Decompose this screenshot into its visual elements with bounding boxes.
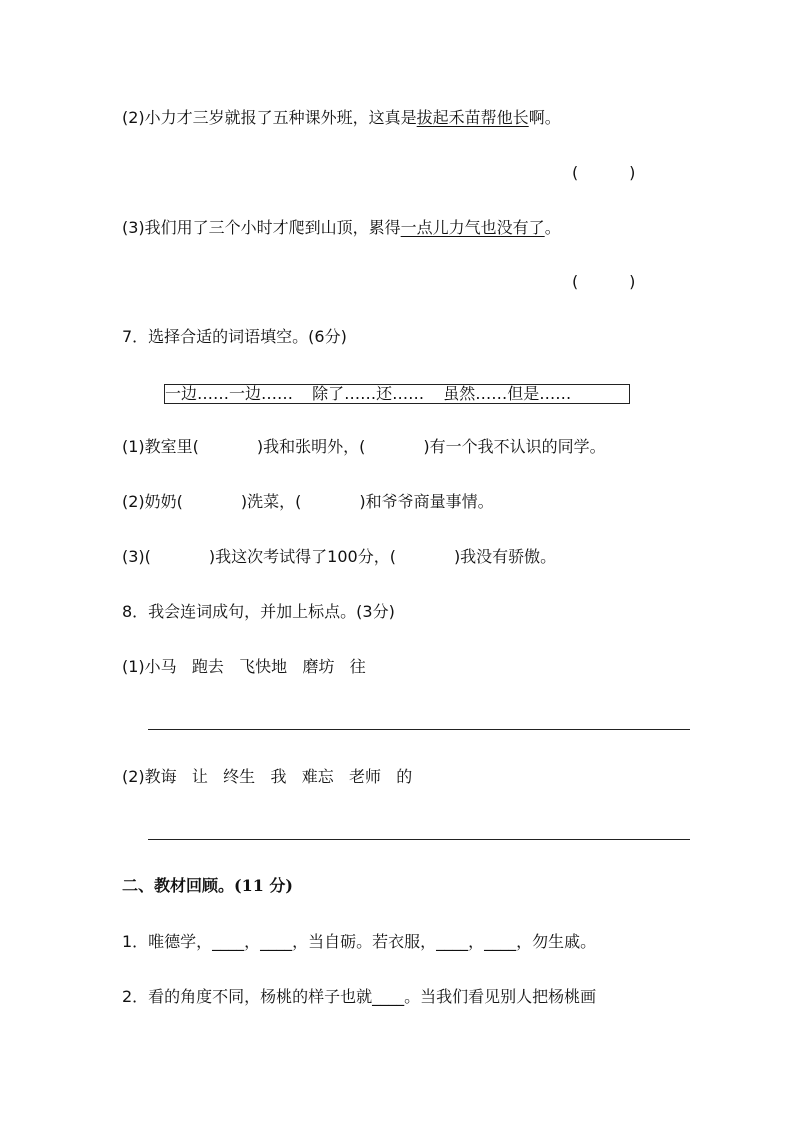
q8-item-2: (2)教诲 让 终生 我 难忘 老师 的 [122, 767, 413, 786]
section-2-q1: 1．唯德学，____，____，当自砺。若衣服，____，____，勿生戚。 [122, 932, 597, 951]
q6-item-2-underlined: 拔起禾苗帮他长 [416, 108, 529, 127]
q6-item-3 [122, 218, 561, 238]
q8-item-1: (1)小马 跑去 飞快地 磨坊 往 [122, 657, 366, 676]
q8-title: 8．我会连词成句，并加上标点。(3分) [122, 602, 395, 621]
q6-item-2-suffix: 啊。 [528, 108, 561, 127]
q6-item-2-prefix: (2)小力才三岁就报了五种课外班，这真是 [122, 108, 417, 127]
q6-item-3-answer-blank[interactable]: ( ) [572, 272, 636, 291]
q7-word-options-box [164, 384, 630, 404]
q6-item-2 [122, 108, 561, 128]
q7-item-3-part-b: )我这次考试得了100分，( [208, 547, 396, 566]
section-2-q2: 2．看的角度不同，杨桃的样子也就____。当我们看见别人把杨桃画 [122, 987, 597, 1006]
q7-item-2-part-a: (2)奶奶( [122, 492, 183, 511]
q8-item-2-answer-line[interactable] [148, 839, 690, 840]
q7-option-3: 虽然……但是…… [443, 384, 572, 403]
q8-item-1-answer-line[interactable] [148, 729, 690, 730]
q7-item-3-part-c: )我没有骄傲。 [453, 547, 557, 566]
q6-item-3-suffix: 。 [544, 218, 561, 237]
q7-item-2-part-b: )洗菜，( [240, 492, 302, 511]
q7-option-1: 一边……一边…… [165, 384, 294, 403]
q7-item-3-part-a: (3)( [122, 547, 151, 566]
q7-item-3 [122, 547, 556, 567]
q7-item-1-part-b: )我和张明外，( [256, 437, 366, 456]
q7-item-2 [122, 492, 494, 512]
q7-item-2-part-c: )和爷爷商量事情。 [359, 492, 494, 511]
section-2-title: 二、教材回顾。(11 分) [122, 876, 293, 895]
q6-item-3-prefix: (3)我们用了三个小时才爬到山顶，累得 [122, 218, 401, 237]
q7-item-1 [122, 437, 606, 457]
q7-title: 7．选择合适的词语填空。(6分) [122, 327, 347, 346]
q7-option-2: 除了……还…… [312, 384, 425, 403]
q6-item-3-underlined: 一点儿力气也没有了 [400, 218, 545, 237]
q7-item-1-part-c: )有一个我不认识的同学。 [423, 437, 606, 456]
q7-item-1-part-a: (1)教室里( [122, 437, 199, 456]
q6-item-2-answer-blank[interactable]: ( ) [572, 163, 636, 182]
